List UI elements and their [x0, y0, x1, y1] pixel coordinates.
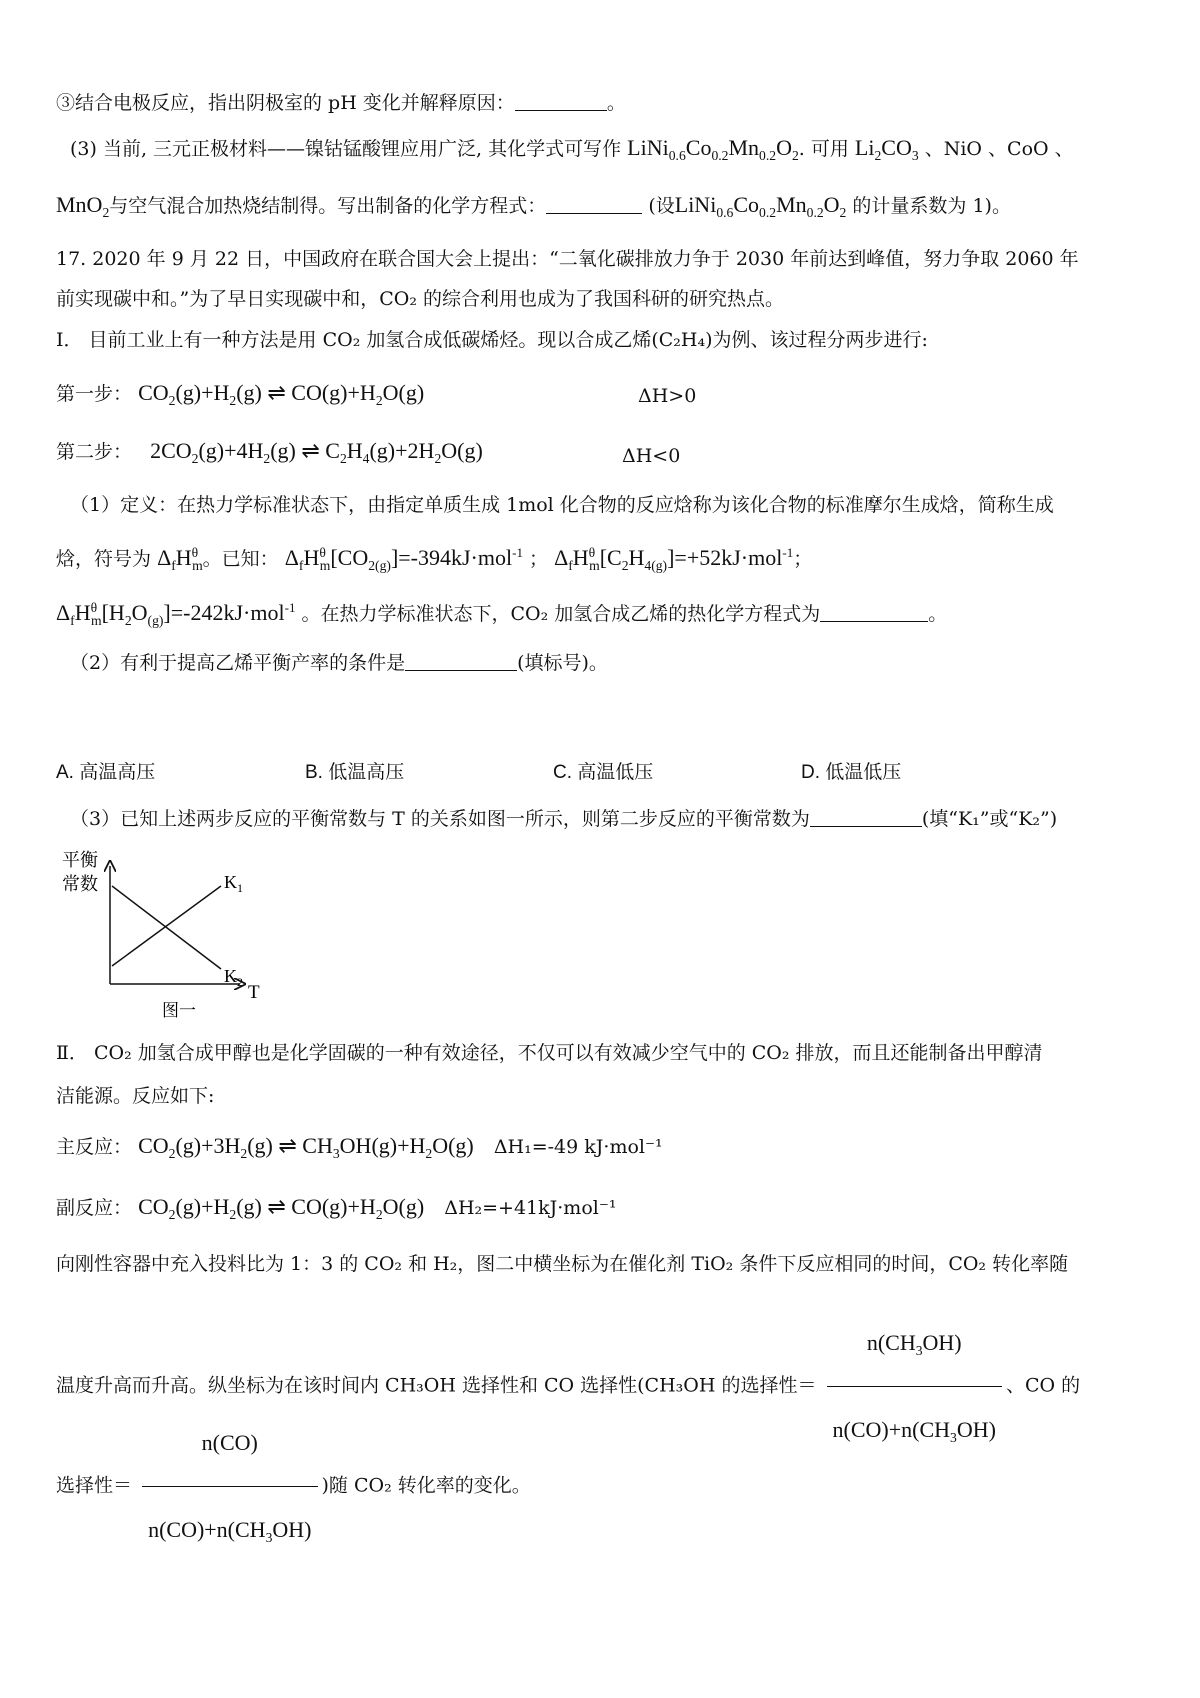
answer-blank [820, 603, 928, 622]
equation-step2: $2CO_2(g)+4H_2(g)$ ⇌ $C_2H_4(g)+2H_2O(g)$ [150, 438, 483, 466]
q1-line3: $\Delta_fH^\theta_m[H_2O_{(g)}]=-242kJ\cdot mol^{-1}$ 。在热力学标准状态下，CO₂ 加氢合成乙烯的热化学方程式为 。 [56, 599, 948, 628]
q2-line: （2）有利于提高乙烯平衡产率的条件是 (填标号)。 [70, 652, 608, 674]
option-c: C. 高温低压 [553, 762, 654, 783]
figure-1 [56, 846, 296, 1026]
figure-caption: 图一 [162, 1001, 196, 1021]
option-a: A. 高温高压 [56, 762, 156, 783]
option-b: B. 低温高压 [305, 762, 405, 783]
q17-intro-line1: 17. 2020 年 9 月 22 日，中国政府在联合国大会上提出：“二氧化碳排放力争于 2030 年前达到峰值，努力争取 2060 年 [56, 248, 1079, 270]
q16-item3: ③结合电极反应，指出阴极室的 pH 变化并解释原因： 。 [56, 92, 626, 114]
equation-main: $CO_2(g)+3H_2(g)$ ⇌ $CH_3OH(g)+H_2O(g)$ [138, 1133, 474, 1161]
answer-blank [810, 808, 922, 827]
q16-part3-line2: MnO$_2$与空气混合加热烧结制得。写出制备的化学方程式： (设$LiNi_{0.6}Co_{0.2}Mn_{0.2}O_2$ 的计量系数为 1)。 [56, 192, 1011, 220]
formula-lini: $LiNi_{0.6}Co_{0.2}Mn_{0.2}O_2$ [627, 135, 799, 163]
y-axis-label-2: 常数 [62, 874, 98, 895]
para-line1: 向刚性容器中充入投料比为 1：3 的 CO₂ 和 H₂，图二中横坐标为在催化剂 TiO₂ 条件下反应相同的时间，CO₂ 转化率随 [56, 1253, 1069, 1275]
k2-label: $K_2$ [224, 966, 243, 989]
para-line2: 温度升高而升高。纵坐标为在该时间内 CH₃OH 选择性和 CO 选择性(CH₃OH 的选择性＝ $\frac{n(CH_3OH)}{n(CO)+n(CH_3OH)}$ 、CO 的 [56, 1302, 1080, 1471]
answer-blank [515, 92, 607, 111]
option-d: D. 低温低压 [801, 762, 902, 783]
side-reaction: 副反应： $CO_2(g)+H_2(g)$ ⇌ $CO(g)+H_2O(g)$ ΔH₂=+41kJ·mol⁻¹ [56, 1194, 617, 1222]
q16-part3-line1: (3) 当前, 三元正极材料——镍钴锰酸锂应用广泛, 其化学式可写作 $LiNi_{0.6}Co_{0.2}Mn_{0.2}O_2$. 可用 $Li_2CO_3$ 、NiO 、CoO 、 [70, 135, 1074, 163]
q3-line: （3）已知上述两步反应的平衡常数与 T 的关系如图一所示，则第二步反应的平衡常数为 (填“K₁”或“K₂”) [70, 808, 1058, 830]
step2: 第二步： $2CO_2(g)+4H_2(g)$ ⇌ $C_2H_4(g)+2H_2O(g)$ [56, 438, 483, 466]
part2-line1: Ⅱ． CO₂ 加氢合成甲醇也是化学固碳的一种有效途径，不仅可以有效减少空气中的 CO₂ 排放，而且还能制备出甲醇清 [56, 1042, 1043, 1064]
answer-blank [405, 652, 517, 671]
k1-label: $K_1$ [224, 872, 243, 895]
equation-step1: $CO_2(g)+H_2(g)$ ⇌ $CO(g)+H_2O(g)$ [138, 380, 425, 408]
ch3oh-selectivity-fraction: $\frac{n(CH_3OH)}{n(CO)+n(CH_3OH)}$ [827, 1302, 1002, 1471]
x-axis-label: T [248, 982, 260, 1003]
equation-side: $CO_2(g)+H_2(g)$ ⇌ $CO(g)+H_2O(g)$ [138, 1194, 425, 1222]
formula-lini-2: $LiNi_{0.6}Co_{0.2}Mn_{0.2}O_2$ [674, 192, 847, 220]
y-axis-label-1: 平衡 [62, 850, 98, 871]
answer-blank [546, 195, 642, 214]
step1-dh: ΔH>0 [638, 385, 697, 407]
part1-intro: Ⅰ． 目前工业上有一种方法是用 CO₂ 加氢合成低碳烯烃。现以合成乙烯(C₂H₄)为例、该过程分两步进行: [56, 329, 928, 351]
step2-dh: ΔH<0 [622, 445, 681, 467]
step1: 第一步： $CO_2(g)+H_2(g)$ ⇌ $CO(g)+H_2O(g)$ [56, 380, 425, 408]
formula-li2co3: $Li_2CO_3$ [854, 135, 919, 163]
q1-line1: （1）定义：在热力学标准状态下，由指定单质生成 1mol 化合物的反应焓称为该化合物的标准摩尔生成焓，简称生成 [70, 494, 1054, 516]
main-reaction: 主反应： $CO_2(g)+3H_2(g)$ ⇌ $CH_3OH(g)+H_2O(g)$ ΔH₁=-49 kJ·mol⁻¹ [56, 1133, 663, 1161]
q17-intro-line2: 前实现碳中和。”为了早日实现碳中和，CO₂ 的综合利用也成为了我国科研的研究热点。 [56, 288, 784, 310]
formula-mno2: MnO$_2$ [56, 192, 110, 220]
para-line3: 选择性＝ $\frac{n(CO)}{n(CO)+n(CH_3OH)}$ )随 CO₂ 转化率的变化。 [56, 1402, 531, 1571]
part2-line2: 洁能源。反应如下: [56, 1085, 215, 1107]
co-selectivity-fraction: $\frac{n(CO)}{n(CO)+n(CH_3OH)}$ [142, 1402, 317, 1571]
q1-line2: 焓，符号为 $\Delta_fH^\theta_m$。已知： $\Delta_fH^\theta_m[CO_{2(g)}]=-394kJ\cdot mol^{-1}$ ； $\Delta_fH^\theta_m[C_2H_{4(g)}]=+52kJ\cdot mol^{-1}$； [56, 544, 813, 573]
